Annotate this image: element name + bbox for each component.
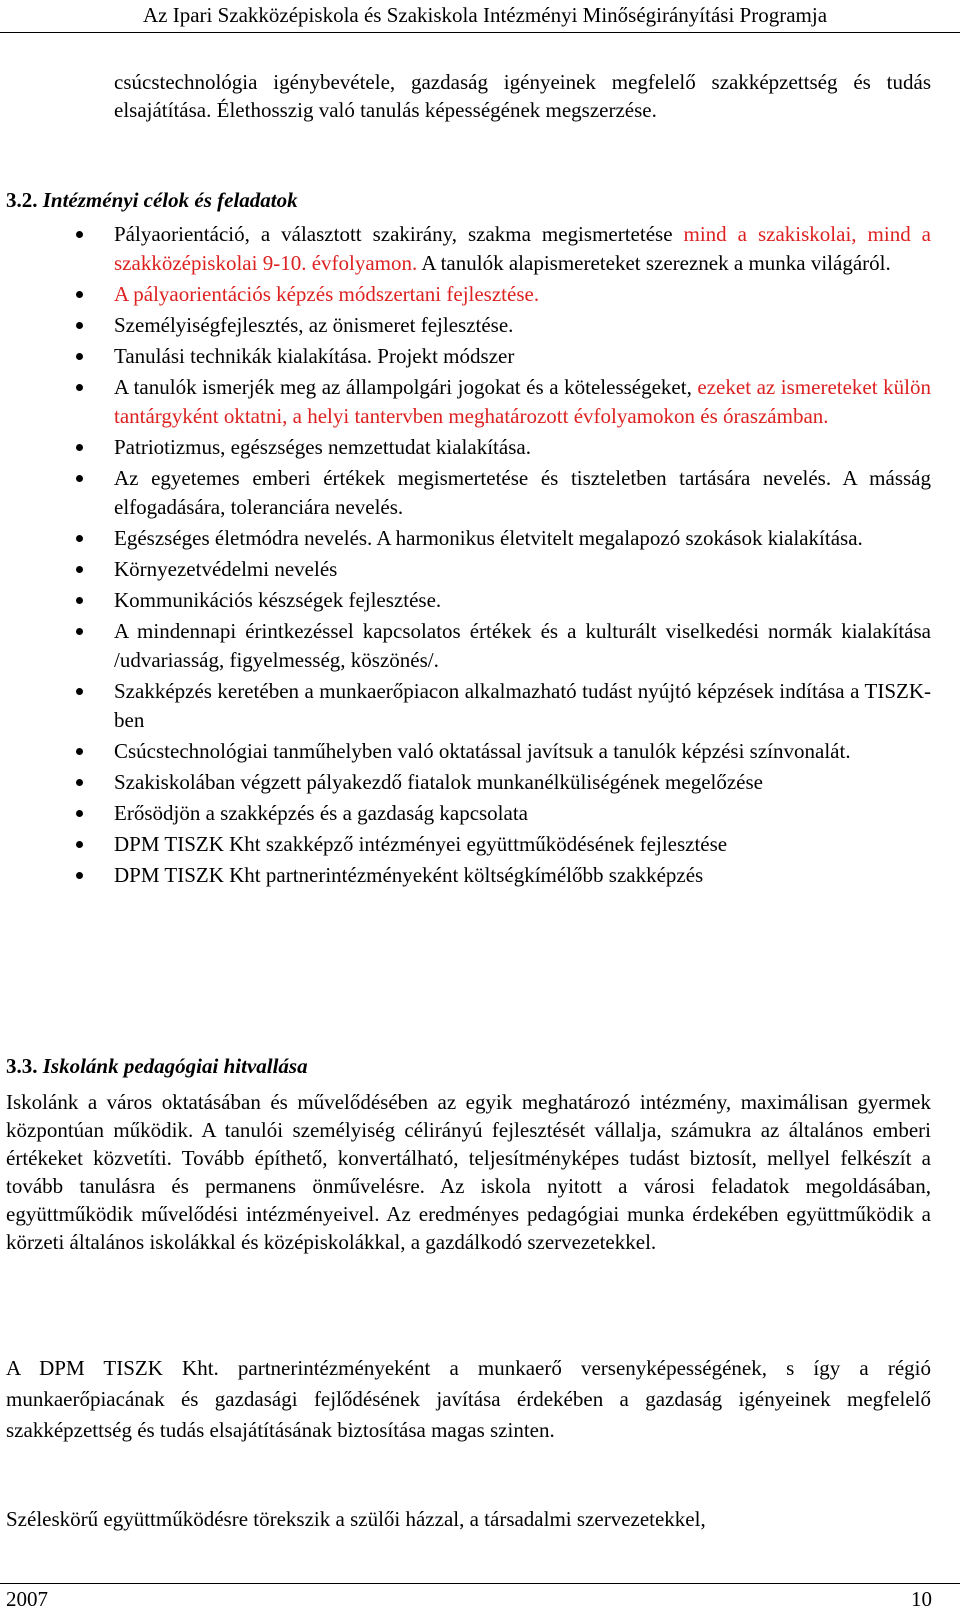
paragraph: Széleskörű együttműködésre törekszik a szülői házzal, a társadalmi szervezetekkel, [6,1507,706,1531]
bullet-icon [76,231,83,238]
footer-year: 2007 [6,1587,48,1611]
bullet-icon [76,779,83,786]
list-item: Személyiségfejlesztés, az önismeret fejlesztése. [0,311,931,340]
list-item: DPM TISZK Kht szakképző intézményei együttműködésének fejlesztése [0,830,931,859]
page-footer [0,1583,960,1611]
section-number: 3.2. [6,188,38,212]
list-item: A pályaorientációs képzés módszertani fejlesztése. [0,280,931,309]
intro-continuation: csúcstechnológia igénybevétele, gazdaság igényeinek megfelelő szakképzettség és tudás elsajátítása. Élethosszig való tanulás képességének megszerzése. [114,70,931,122]
bullet-icon [76,566,83,573]
list-item: A mindennapi érintkezéssel kapcsolatos értékek és a kulturált viselkedési normák kialakítása /udvariasság, figyelmesség, köszönés/. [0,617,931,675]
goals-list [0,220,940,892]
list-item: Kommunikációs készségek fejlesztése. [0,586,931,615]
bullet-icon [76,841,83,848]
bullet-icon [76,475,83,482]
list-item: Erősödjön a szakképzés és a gazdaság kapcsolata [0,799,931,828]
paragraph: A DPM TISZK Kht. partnerintézményeként a munkaerő versenyképességének, s így a régió munkaerőpiacának és gazdasági fejlődésének javítása érdekében a gazdaság igényeinek megfelelő szakképzettség és tudás elsajátításának biztosítása magas szinten. [6,1356,931,1442]
list-item: Az egyetemes emberi értékek megismertetése és tiszteletben tartására nevelés. A másság elfogadására, toleranciára nevelés. [0,464,931,522]
page-number: 10 [911,1587,932,1611]
list-item: Egészséges életmódra nevelés. A harmonikus életvitelt megalapozó szokások kialakítása. [0,524,931,553]
bullet-icon [76,444,83,451]
bullet-icon [76,322,83,329]
list-item: Pályaorientáció, a választott szakirány, szakma megismertetése mind a szakiskolai, mind a szakközépiskolai 9-10. évfolyamon. A tanulók alapismereteket szereznek a munka világáról. [0,220,931,278]
bullet-icon [76,872,83,879]
list-item: Környezetvédelmi nevelés [0,555,931,584]
list-item: Patriotizmus, egészséges nemzettudat kialakítása. [0,433,931,462]
section-3-3-heading [6,1052,308,1080]
list-item: Csúcstechnológiai tanműhelyben való oktatással javítsuk a tanulók képzési színvonalát. [0,737,931,766]
list-item: A tanulók ismerjék meg az állampolgári jogokat és a kötelességeket, ezeket az ismereteket külön tantárgyként oktatni, a helyi tantervben meghatározott évfolyamokon és óraszámban. [0,373,931,431]
list-item: Tanulási technikák kialakítása. Projekt módszer [0,342,931,371]
list-item: DPM TISZK Kht partnerintézményeként költségkímélőbb szakképzés [0,861,931,890]
list-item: Szakiskolában végzett pályakezdő fiatalok munkanélküliségének megelőzése [0,768,944,797]
bullet-icon [76,810,83,817]
bullet-icon [76,628,83,635]
paragraph: Iskolánk a város oktatásában és művelődésében az egyik meghatározó intézmény, maximálisan gyermek központúan működik. A tanulói személyiség célirányú fejlesztését vállalja, számukra az általános emberi értékeket közvetíti. Tovább építhető, konvertálható, teljesítményképes tudást biztosít, mellyel felkészít a tovább tanulásra és permanens önművelésre. Az iskola nyitott a városi feladatok megoldásában, együttműködik művelődési intézményeivel. Az eredményes pedagógiai munka érdekében együttműködik a körzeti általános iskolákkal és középiskolákkal, a gazdálkodó szervezetekkel. [6,1090,931,1254]
header-title: Az Ipari Szakközépiskola és Szakiskola Intézményi Minőségirányítási Programja [142,3,828,27]
section-title: Iskolánk pedagógiai hitvallása [42,1054,308,1078]
bullet-icon [76,535,83,542]
section-title: Intézményi célok és feladatok [42,188,298,212]
section-number: 3.3. [6,1054,38,1078]
page-header [0,0,960,33]
bullet-icon [76,384,83,391]
bullet-icon [76,353,83,360]
bullet-icon [76,597,83,604]
section-3-2-heading [6,186,298,214]
bullet-icon [76,688,83,695]
bullet-icon [76,748,83,755]
bullet-icon [76,291,83,298]
list-item: Szakképzés keretében a munkaerőpiacon alkalmazható tudást nyújtó képzések indítása a TISZK-ben [0,677,931,735]
